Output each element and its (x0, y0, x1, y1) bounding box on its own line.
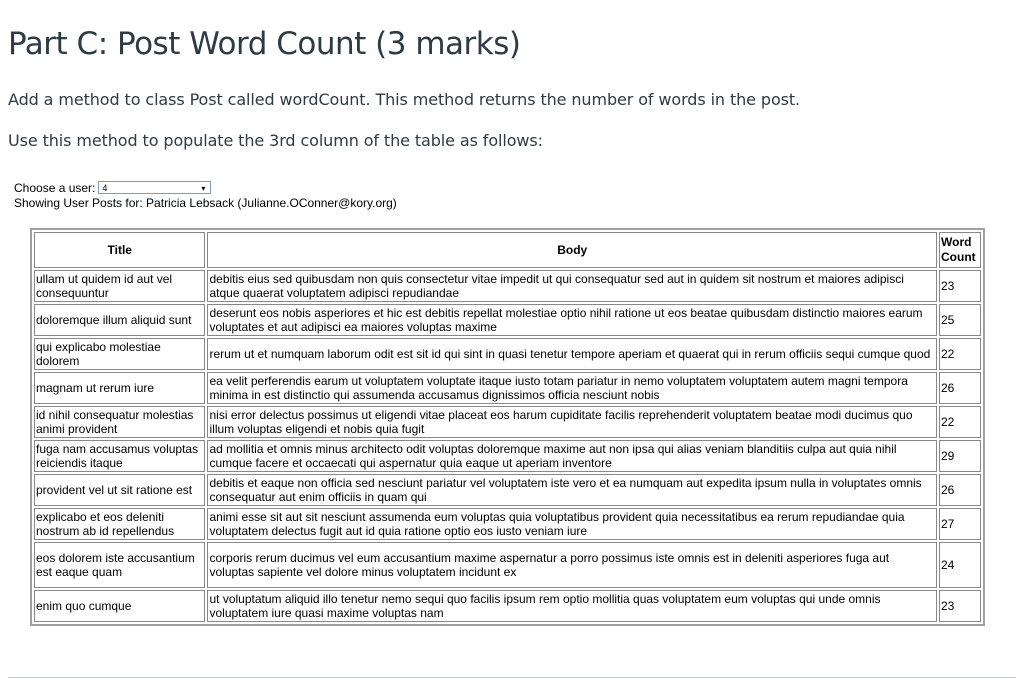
user-select-label: Choose a user: (14, 180, 96, 195)
word-count-cell: 26 (939, 474, 981, 506)
column-header-word-count: Word Count (939, 232, 981, 268)
instruction-paragraph: Use this method to populate the 3rd column of the table as follows: (8, 131, 543, 150)
word-count-cell: 22 (939, 338, 981, 370)
post-body-cell: debitis et eaque non officia sed nesciunt pariatur vel voluptatem iste vero et ea numquam aut expedita ipsum nulla in voluptates omnis consequatur aut enim officiis in quam qui (207, 474, 937, 506)
post-body-cell: ea velit perferendis earum ut voluptatem voluptate itaque iusto totam pariatur in nemo voluptatem voluptatem autem magni tempora minima in est distinctio qui assumenda accusamus dignissimos officia nesciunt nobis (207, 372, 937, 404)
table-row (34, 270, 981, 302)
user-select-value: 4 (102, 183, 108, 193)
word-count-cell: 27 (939, 508, 981, 540)
post-body-cell: deserunt eos nobis asperiores et hic est debitis repellat molestiae optio nihil ratione ut eos beatae quibusdam distinctio maiores earum voluptates et aut adipisci ea maiores voluptas maxime (207, 304, 937, 336)
user-select[interactable] (98, 181, 211, 194)
word-count-cell: 24 (939, 542, 981, 588)
word-count-cell: 23 (939, 270, 981, 302)
post-title-cell: eos dolorem iste accusantium est eaque quam (34, 542, 205, 588)
table-row (34, 474, 981, 506)
post-title-cell: magnam ut rerum iure (34, 372, 205, 404)
post-title-cell: id nihil consequatur molestias animi provident (34, 406, 205, 438)
post-title-cell: provident vel ut sit ratione est (34, 474, 205, 506)
table-row (34, 542, 981, 588)
posts-table (30, 228, 985, 626)
table-row (34, 338, 981, 370)
post-body-cell: ad mollitia et omnis minus architecto odit voluptas doloremque maxime aut non ipsa qui alias veniam blanditiis culpa aut quia nihil cumque facere et occaecati qui aspernatur quia eaque ut aperiam inventore (207, 440, 937, 472)
table-row (34, 304, 981, 336)
post-body-cell: nisi error delectus possimus ut eligendi vitae placeat eos harum cupiditate facilis reprehenderit voluptatem beatae modi ducimus quo illum voluptas eligendi et nobis quia fugit (207, 406, 937, 438)
user-chooser (14, 179, 397, 196)
post-body-cell: debitis eius sed quibusdam non quis consectetur vitae impedit ut qui consequatur sed aut in quidem sit nostrum et maiores adipisci atque quaerat voluptatem adipisci repudiandae (207, 270, 937, 302)
table-row (34, 508, 981, 540)
column-header-body: Body (207, 232, 937, 268)
post-title-cell: enim quo cumque (34, 590, 205, 622)
word-count-cell: 23 (939, 590, 981, 622)
table-row (34, 590, 981, 622)
word-count-cell: 25 (939, 304, 981, 336)
post-body-cell: rerum ut et numquam laborum odit est sit id qui sint in quasi tenetur tempore aperiam et quaerat qui in rerum officiis sequi cumque quod (207, 338, 937, 370)
column-header-title: Title (34, 232, 205, 268)
table-header-row (34, 232, 981, 268)
post-body-cell: ut voluptatum aliquid illo tenetur nemo sequi quo facilis ipsum rem optio mollitia quas voluptatem eum voluptas qui unde omnis voluptatem iure quasi maxime voluptas nam (207, 590, 937, 622)
word-count-cell: 26 (939, 372, 981, 404)
post-title-cell: doloremque illum aliquid sunt (34, 304, 205, 336)
table-row (34, 372, 981, 404)
table-row (34, 440, 981, 472)
post-body-cell: animi esse sit aut sit nesciunt assumenda eum voluptas quia voluptatibus provident quia necessitatibus ea rerum repudiandae quia voluptatem delectus fugit aut id quia ratione optio eos iusto veniam iure (207, 508, 937, 540)
showing-user-text: Showing User Posts for: Patricia Lebsack (Julianne.OConner@kory.org) (14, 196, 397, 210)
post-title-cell: explicabo et eos deleniti nostrum ab id repellendus (34, 508, 205, 540)
post-title-cell: ullam ut quidem id aut vel consequuntur (34, 270, 205, 302)
post-title-cell: fuga nam accusamus voluptas reiciendis itaque (34, 440, 205, 472)
chevron-down-icon: ▾ (201, 184, 206, 193)
word-count-cell: 22 (939, 406, 981, 438)
example-output-panel (14, 179, 397, 210)
word-count-cell: 29 (939, 440, 981, 472)
post-body-cell: corporis rerum ducimus vel eum accusantium maxime aspernatur a porro possimus iste omnis est in deleniti asperiores fuga aut voluptas sapiente vel dolore minus voluptatem incidunt ex (207, 542, 937, 588)
page-title: Part C: Post Word Count (3 marks) (8, 26, 521, 62)
instruction-paragraph: Add a method to class Post called wordCount. This method returns the number of words in the post. (8, 90, 801, 109)
table-row (34, 406, 981, 438)
post-title-cell: qui explicabo molestiae dolorem (34, 338, 205, 370)
divider (8, 677, 1016, 678)
